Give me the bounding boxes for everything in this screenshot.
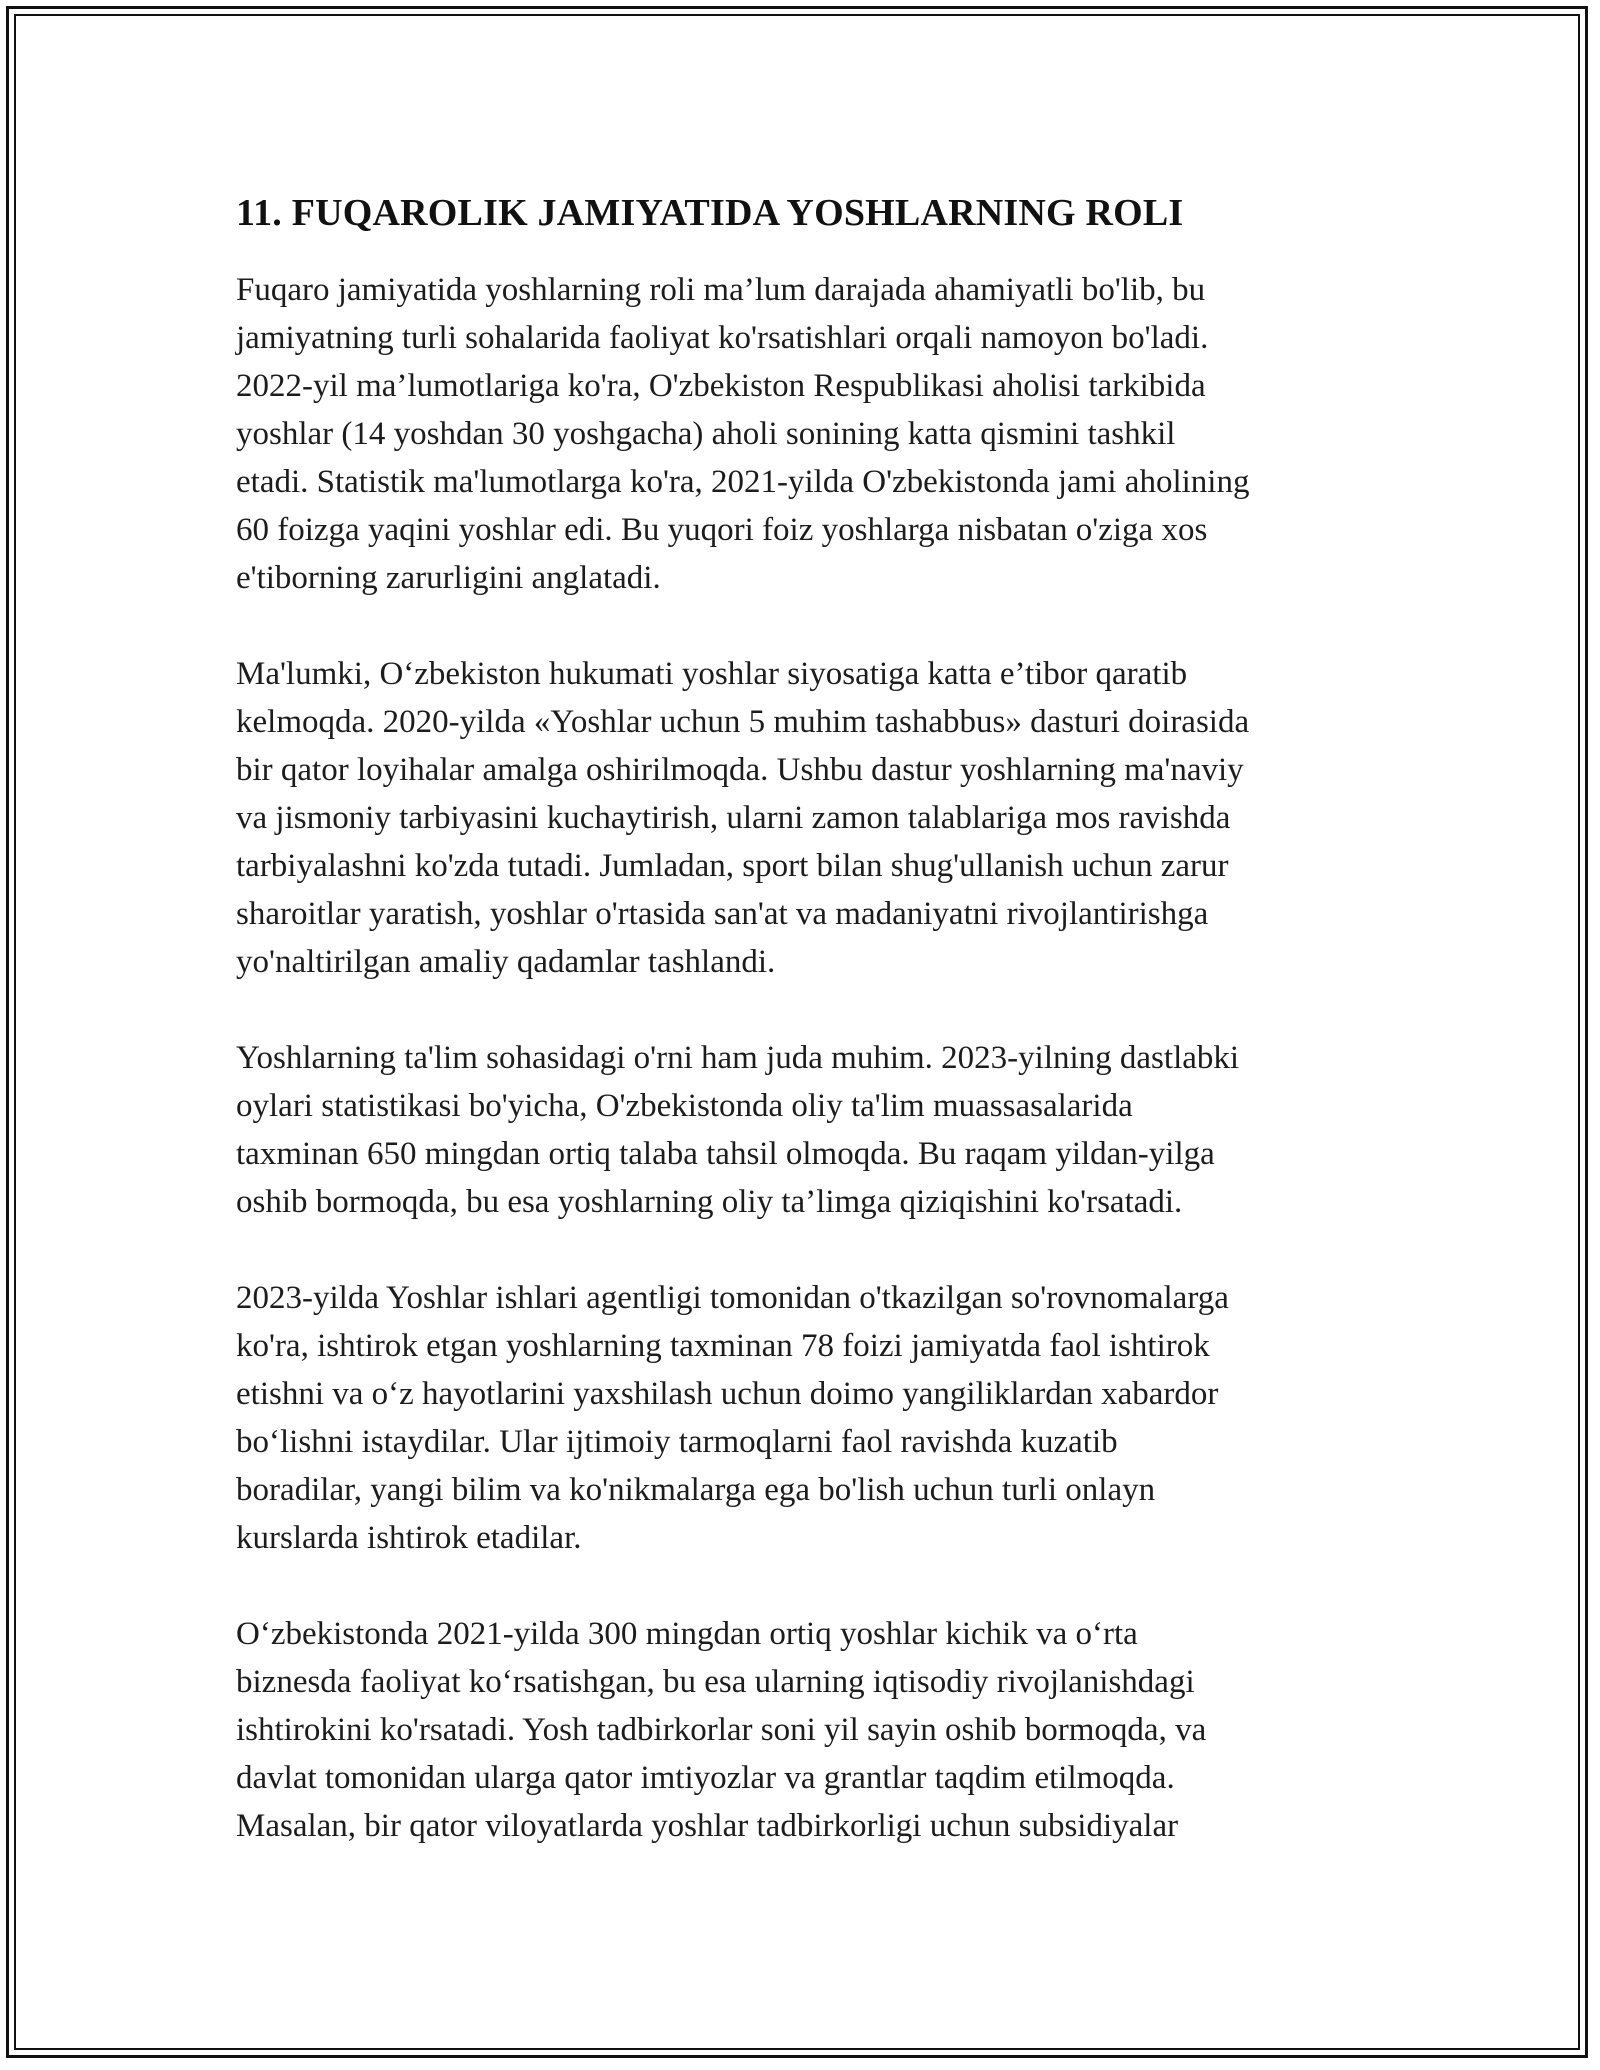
paragraph-3: Yoshlarning ta'lim sohasidagi o'rni ham juda muhim. 2023-yilning dastlabki oylari statistikasi bo'yicha, O'zbekistonda oliy ta'lim muassasalarida taxminan 650 mingdan ortiq talaba tahsil olmoqda. Bu raqam yildan-yilga oshib bormoqda, bu esa yoshlarning oliy ta’limga qiziqishini ko'rsatadi.: [236, 1040, 1240, 1220]
document-body: [236, 188, 1376, 1898]
paragraph-2: Ma'lumki, O‘zbekiston hukumati yoshlar siyosatiga katta e’tibor qaratib kelmoqda. 2020-yilda «Yoshlar uchun 5 muhim tashabbus» dasturi doirasida bir qator loyihalar amalga oshirilmoqda. Ushbu dastur yoshlarning ma'naviy va jismoniy tarbiyasini kuchaytirish, ularni zamon talablariga mos ravishda tarbiyalashni ko'zda tutadi. Jumladan, sport bilan shug'ullanish uchun zarur sharoitlar yaratish, yoshlar o'rtasida san'at va madaniyatni rivojlantirishga yo'naltirilgan amaliy qadamlar tashlandi.: [236, 656, 1250, 980]
paragraph-1: Fuqaro jamiyatida yoshlarning roli ma’lum darajada ahamiyatli bo'lib, bu jamiyatning turli sohalarida faoliyat ko'rsatishlari orqali namoyon bo'ladi. 2022-yil ma’lumotlariga ko'ra, O'zbekiston Respublikasi aholisi tarkibida yoshlar (14 yoshdan 30 yoshgacha) aholi sonining katta qismini tashkil etadi. Statistik ma'lumotlarga ko'ra, 2021-yilda O'zbekistonda jami aholining 60 foizga yaqini yoshlar edi. Bu yuqori foiz yoshlarga nisbatan o'ziga xos e'tiborning zarurligini anglatadi.: [236, 272, 1250, 596]
paragraph-4: 2023-yilda Yoshlar ishlari agentligi tomonidan o'tkazilgan so'rovnomalarga ko'ra, ishtirok etgan yoshlarning taxminan 78 foizi jamiyatda faol ishtirok etishni va o‘z hayotlarini yaxshilash uchun doimo yangiliklardan xabardor bo‘lishni istaydilar. Ular ijtimoiy tarmoqlarni faol ravishda kuzatib boradilar, yangi bilim va ko'nikmalarga ega bo'lish uchun turli onlayn kurslarda ishtirok etadilar.: [236, 1280, 1229, 1556]
page-title: 11. FUQAROLIK JAMIYATIDA YOSHLARNING ROLI: [236, 192, 1184, 234]
paragraph-5: O‘zbekistonda 2021-yilda 300 mingdan ortiq yoshlar kichik va o‘rta biznesda faoliyat ko‘rsatishgan, bu esa ularning iqtisodiy rivojlanishdagi ishtirokini ko'rsatadi. Yosh tadbirkorlar soni yil sayin oshib bormoqda, va davlat tomonidan ularga qator imtiyozlar va grantlar taqdim etilmoqda. Masalan, bir qator viloyatlarda yoshlar tadbirkorligi uchun subsidiyalar: [236, 1616, 1207, 1844]
